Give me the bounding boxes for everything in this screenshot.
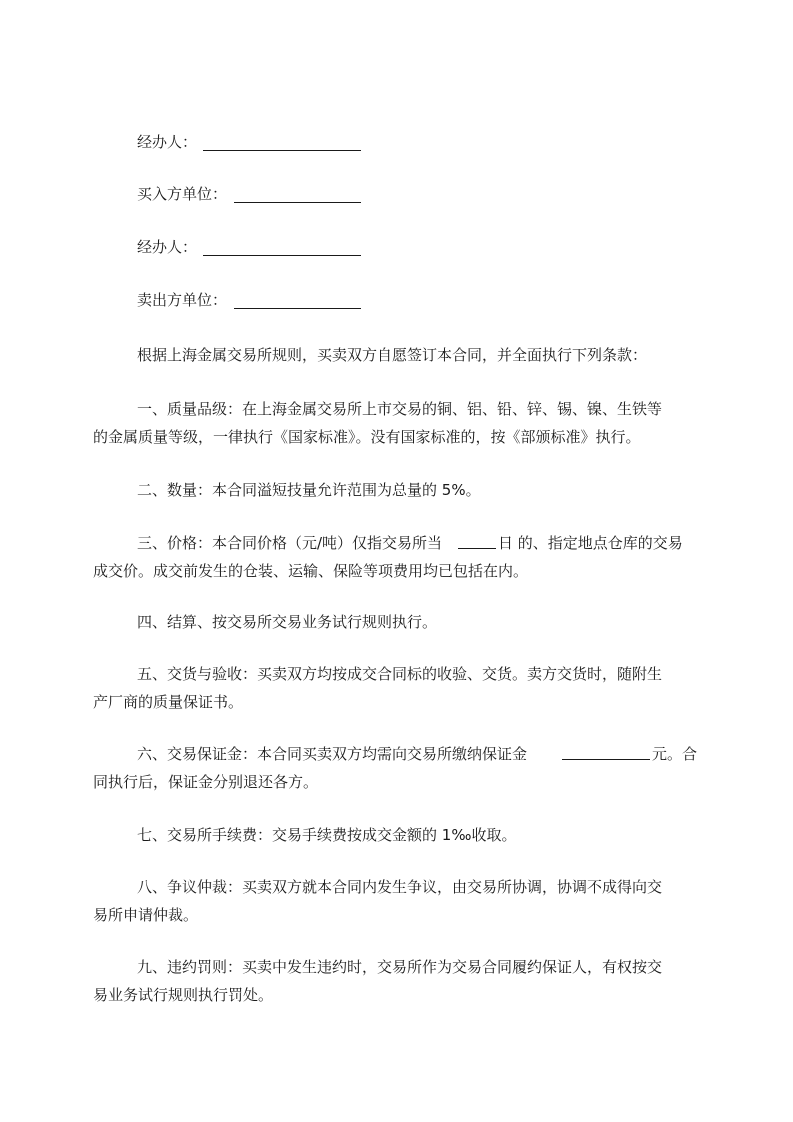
clause-4-line-1: 四、结算、按交易所交易业务试行规则执行。 <box>137 613 438 631</box>
clause-5 <box>0 660 793 716</box>
deposit-amount-blank[interactable] <box>562 743 650 760</box>
clause-8-line-2: 易所申请仲裁。 <box>93 906 199 924</box>
seller-unit-label: 卖出方单位： <box>137 291 228 309</box>
clause-7 <box>0 821 793 849</box>
price-date-blank[interactable] <box>458 532 496 549</box>
clause-6-line-2: 同执行后，保证金分别退还各方。 <box>93 773 319 791</box>
clause-8 <box>0 873 793 929</box>
clause-1-line-2: 的金属质量等级，一律执行《国家标准》。没有国家标准的，按《部颁标准》执行。 <box>93 428 641 446</box>
clause-3-line-2: 成交价。成交前发生的仓装、运输、保险等项费用均已包括在内。 <box>93 562 529 580</box>
agent-blank-1[interactable] <box>203 134 361 151</box>
clause-9-line-2: 易业务试行规则执行罚处。 <box>93 986 274 1004</box>
seller-unit-blank[interactable] <box>234 292 361 309</box>
clause-1 <box>0 395 793 451</box>
clause-3-line-1a: 三、价格：本合同价格（元/吨）仅指交易所当 <box>137 534 443 552</box>
agent-label-1: 经办人： <box>137 133 198 151</box>
clause-3 <box>0 529 793 585</box>
clause-1-line-1: 一、质量品级：在上海金属交易所上市交易的铜、铝、铅、锌、锡、镍、生铁等 <box>137 400 663 418</box>
intro-text: 根据上海金属交易所规则，买卖双方自愿签订本合同，并全面执行下列条款： <box>137 346 648 364</box>
clause-8-line-1: 八、争议仲裁：买卖双方就本合同内发生争议，由交易所协调，协调不成得向交 <box>137 878 663 896</box>
clause-4 <box>0 608 793 636</box>
clause-9-line-1: 九、违约罚则：买卖中发生违约时，交易所作为交易合同履约保证人，有权按交 <box>137 958 663 976</box>
clause-2-line-1: 二、数量：本合同溢短技量允许范围为总量的 5%。 <box>137 481 481 499</box>
clause-9 <box>0 953 793 1009</box>
clause-5-line-2: 产厂商的质量保证书。 <box>93 693 244 711</box>
agent-blank-2[interactable] <box>203 239 361 256</box>
clause-6 <box>0 740 793 796</box>
clause-5-line-1: 五、交货与验收：买卖双方均按成交合同标的收验、交货。卖方交货时，随附生 <box>137 665 663 683</box>
clause-3-line-1b: 日 的、指定地点仓库的交易 <box>498 534 683 552</box>
clause-6-line-1a: 六、交易保证金：本合同买卖双方均需向交易所缴纳保证金 <box>137 745 528 763</box>
agent-label-2: 经办人： <box>137 238 198 256</box>
buyer-unit-label: 买入方单位： <box>137 185 228 203</box>
clause-7-line-1: 七、交易所手续费：交易手续费按成交金额的 1‰收取。 <box>137 826 517 844</box>
buyer-unit-blank[interactable] <box>234 186 361 203</box>
clause-2 <box>0 476 793 504</box>
clause-6-line-1b: 元。合 <box>652 745 698 763</box>
